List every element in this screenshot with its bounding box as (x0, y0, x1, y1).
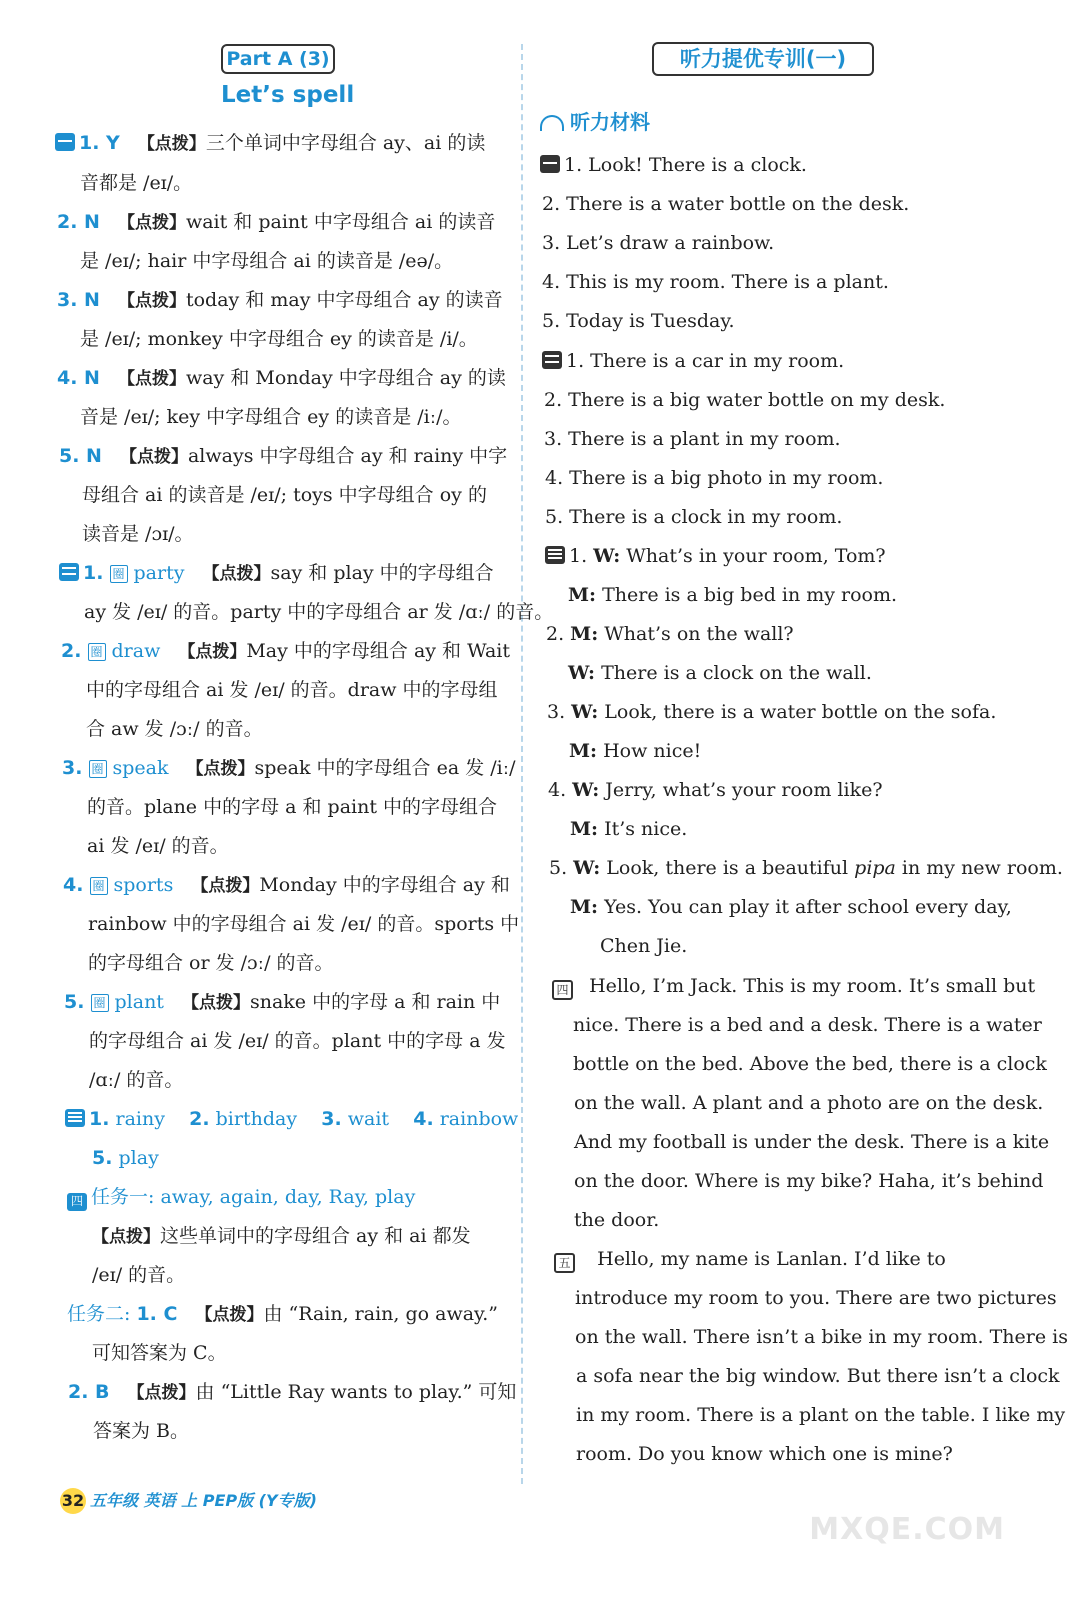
transcript-line: M: How nice! (569, 740, 702, 762)
transcript-line: room. Do you know which one is mine? (576, 1443, 953, 1465)
transcript-line: bottle on the bed. Above the bed, there is a clock (573, 1053, 1047, 1075)
section-number-icon (540, 155, 560, 173)
answer-line: 1. rainy 2. birthday 3. wait 4. rainbow (65, 1108, 518, 1130)
answer-line: 4. N 【点拨】way 和 Monday 中字母组合 ay 的读 (57, 367, 506, 389)
answer-line: ay 发 /eɪ/ 的音。party 中的字母组合 ar 发 /ɑː/ 的音。 (84, 601, 554, 623)
transcript-line: 4. W: Jerry, what’s your room like? (548, 779, 883, 801)
answer-line: 可知答案为 C。 (92, 1342, 227, 1364)
answer-line: /eɪ/ 的音。 (92, 1264, 186, 1286)
transcript-line: 2. There is a big water bottle on my desk. (544, 389, 946, 411)
headphones-icon (540, 115, 564, 131)
answer-line: 的音。plane 中的字母 a 和 paint 中的字母组合 (87, 796, 498, 818)
answer-line: 4. 圈 sports 【点拨】Monday 中的字母组合 ay 和 (63, 874, 510, 896)
transcript-line: the door. (574, 1209, 660, 1231)
page-number: 32 (60, 1488, 86, 1514)
answer-line: 任务二: 1. C 【点拨】由 “Rain, rain, go away.” (67, 1303, 498, 1325)
answer-line: 5. play (92, 1147, 159, 1169)
answer-line: 1. 圈 party 【点拨】say 和 play 中的字母组合 (59, 562, 494, 585)
section-number-icon: 五 (554, 1253, 575, 1273)
section-number-icon (542, 351, 562, 369)
transcript-line: 1. There is a car in my room. (542, 350, 844, 372)
transcript-line: 3. Let’s draw a rainbow. (542, 232, 775, 254)
listening-material-title (540, 106, 650, 135)
answer-line: 四 任务一: away, again, day, Ray, play (67, 1186, 415, 1211)
answer-line: 是 /eɪ/; monkey 中字母组合 ey 的读音是 /i/。 (80, 328, 478, 350)
transcript-line: W: There is a clock on the wall. (568, 662, 872, 684)
section-title: Let’s spell (221, 82, 355, 108)
answer-line: 5. N 【点拨】always 中字母组合 ay 和 rainy 中字 (59, 445, 508, 467)
transcript-line: on the door. Where is my bike? Haha, it’s behind (574, 1170, 1044, 1192)
transcript-line: 5. There is a clock in my room. (545, 506, 843, 528)
transcript-line: on the wall. There isn’t a bike in my room. There is (575, 1326, 1068, 1348)
transcript-line: 1. W: What’s in your room, Tom? (545, 545, 886, 567)
transcript-line: 3. W: Look, there is a water bottle on the sofa. (547, 701, 997, 723)
transcript-line: 四 Hello, I’m Jack. This is my room. It’s small but (552, 975, 1035, 1000)
answer-line: 5. 圈 plant 【点拨】snake 中的字母 a 和 rain 中 (64, 991, 501, 1013)
transcript-line: introduce my room to you. There are two pictures (575, 1287, 1057, 1309)
column-divider (521, 44, 523, 1484)
transcript-line: 2. There is a water bottle on the desk. (542, 193, 910, 215)
page-footer (60, 1488, 317, 1514)
answer-line: 中的字母组合 ai 发 /eɪ/ 的音。draw 中的字母组 (86, 679, 498, 701)
training-badge: 听力提优专训(一) (652, 42, 874, 76)
transcript-line: 3. There is a plant in my room. (544, 428, 841, 450)
listening-material-label: 听力材料 (570, 110, 650, 134)
answer-line: 3. 圈 speak 【点拨】speak 中的字母组合 ea 发 /iː/ (62, 757, 516, 779)
answer-line: 3. N 【点拨】today 和 may 中字母组合 ay 的读音 (57, 289, 503, 311)
answer-line: 音都是 /eɪ/。 (80, 172, 193, 194)
answer-line: 2. N 【点拨】wait 和 paint 中字母组合 ai 的读音 (57, 211, 496, 233)
transcript-line: 2. M: What’s on the wall? (546, 623, 794, 645)
section-number-icon (545, 546, 565, 564)
section-number-icon (55, 133, 75, 151)
transcript-line: on the wall. A plant and a photo are on the desk. (574, 1092, 1044, 1114)
answer-line: 【点拨】这些单词中的字母组合 ay 和 ai 都发 (92, 1225, 471, 1247)
answer-line: 2. 圈 draw 【点拨】May 中的字母组合 ay 和 Wait (61, 640, 510, 662)
section-number-icon (65, 1109, 85, 1127)
transcript-line: 1. Look! There is a clock. (540, 154, 807, 176)
transcript-line: 5. Today is Tuesday. (542, 310, 735, 332)
transcript-line: 4. This is my room. There is a plant. (542, 271, 889, 293)
transcript-line: in my room. There is a plant on the table. I like my (576, 1404, 1066, 1426)
answer-line: 音是 /eɪ/; key 中字母组合 ey 的读音是 /iː/。 (80, 406, 462, 428)
answer-line: 2. B 【点拨】由 “Little Ray wants to play.” 可知 (68, 1381, 517, 1403)
transcript-line: 4. There is a big photo in my room. (545, 467, 884, 489)
answer-line: 读音是 /ɔɪ/。 (82, 523, 194, 545)
answer-line: ai 发 /eɪ/ 的音。 (87, 835, 229, 857)
answer-line: 的字母组合 or 发 /ɔː/ 的音。 (88, 952, 334, 974)
answer-line: 是 /eɪ/; hair 中字母组合 ai 的读音是 /eə/。 (80, 250, 454, 272)
answer-line: 答案为 B。 (93, 1420, 190, 1442)
answer-line: rainbow 中的字母组合 ai 发 /eɪ/ 的音。sports 中 (88, 913, 520, 935)
transcript-line: 五 Hello, my name is Lanlan. I’d like to (554, 1248, 946, 1273)
transcript-line: Chen Jie. (600, 935, 688, 957)
section-number-icon (59, 563, 79, 581)
section-number-icon: 四 (67, 1193, 87, 1211)
transcript-line: 5. W: Look, there is a beautiful pipa in my new room. (549, 857, 1063, 879)
answer-line: 母组合 ai 的读音是 /eɪ/; toys 中字母组合 oy 的 (82, 484, 487, 506)
transcript-line: nice. There is a bed and a desk. There is a water (573, 1014, 1042, 1036)
answer-line: /ɑː/ 的音。 (89, 1069, 184, 1091)
answer-line: 1. Y 【点拨】三个单词中字母组合 ay、ai 的读 (55, 132, 485, 155)
answer-line: 的字母组合 ai 发 /eɪ/ 的音。plant 中的字母 a 发 (89, 1030, 506, 1052)
section-number-icon: 四 (552, 980, 573, 1000)
transcript-line: a sofa near the big window. But there isn’t a clock (576, 1365, 1060, 1387)
transcript-line: M: It’s nice. (570, 818, 688, 840)
watermark: MXQE.COM (809, 1512, 1005, 1547)
transcript-line: And my football is under the desk. There is a kite (574, 1131, 1050, 1153)
answer-line: 合 aw 发 /ɔː/ 的音。 (86, 718, 263, 740)
part-badge: Part A (3) (221, 44, 335, 74)
transcript-line: M: There is a big bed in my room. (568, 584, 898, 606)
book-info: 五年级 英语 上 PEP版 (Y专版) (90, 1491, 317, 1510)
transcript-line: M: Yes. You can play it after school every day, (570, 896, 1012, 918)
